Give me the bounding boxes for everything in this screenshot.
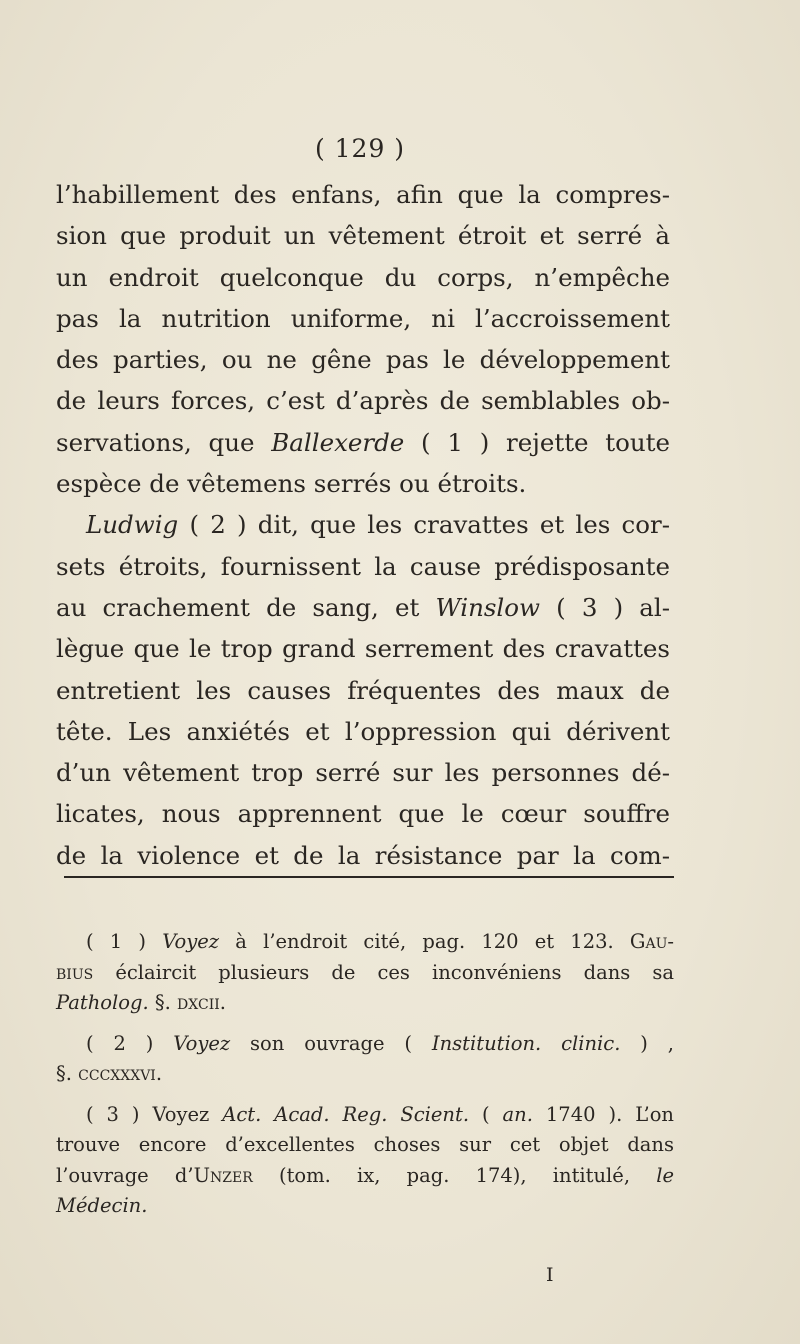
footnote-2 <box>56 1029 674 1090</box>
text-fragment: §. <box>148 991 178 1014</box>
text-fragment: à l’endroit cité, pag. 120 et 123. <box>219 930 630 953</box>
page-number: ( 129 ) <box>314 134 406 163</box>
footnotes <box>56 927 674 1232</box>
text-line <box>56 504 670 545</box>
author-name: Gau- <box>629 930 674 953</box>
footnote-3 <box>56 1100 674 1222</box>
text-fragment: le <box>656 1163 674 1187</box>
footnote-divider <box>64 876 674 878</box>
text-fragment: servations, que <box>56 427 272 457</box>
text-line: un endroit quelconque du corps, n’empêche <box>56 262 670 292</box>
text-line <box>56 988 674 1019</box>
text-fragment: ( 2 ) dit, que les cravattes et les cor- <box>178 510 670 540</box>
text-line: entretient les causes fréquentes des maux de <box>56 675 670 705</box>
text-line <box>56 1161 674 1192</box>
text-line <box>56 958 674 989</box>
text-line: des parties, ou ne gêne pas le développement <box>56 345 670 375</box>
footnote-1 <box>56 927 674 1019</box>
text-fragment: cccxxxvi. <box>78 1062 163 1085</box>
text-fragment: l’ouvrage d’ <box>56 1163 194 1187</box>
text-fragment: Voyez <box>173 1031 231 1055</box>
book-title: Patholog. <box>56 991 149 1014</box>
text-line: d’un vêtement trop serré sur les personnes dé- <box>56 758 670 788</box>
text-fragment: (tom. ix, pag. 174), intitulé, <box>252 1163 657 1187</box>
author-name: Ludwig <box>86 510 179 540</box>
text-line: de leurs forces, c’est d’après de semblables ob- <box>56 386 670 416</box>
footnote-mark: ( 3 ) Voyez <box>86 1102 223 1126</box>
footnote-mark: ( 1 ) <box>86 930 163 953</box>
author-name: Ballexerde <box>271 427 405 457</box>
book-title: Institution. clinic. <box>431 1031 621 1055</box>
signature-mark: I <box>546 1264 554 1286</box>
text-line: sion que produit un vêtement étroit et serré à <box>56 221 670 251</box>
text-line: de la violence et de la résistance par la com- <box>56 840 670 870</box>
text-line: sets étroits, fournissent la cause prédisposante <box>56 551 670 581</box>
author-name: Unzer <box>193 1163 253 1187</box>
author-name: bius <box>56 960 94 984</box>
text-line: espèce de vêtemens serrés ou étroits. <box>56 469 527 499</box>
text-line: tête. Les anxiétés et l’oppression qui dérivent <box>56 716 670 746</box>
text-line <box>56 927 674 958</box>
text-fragment: 1740 ). L’on <box>532 1102 674 1126</box>
text-line: licates, nous apprennent que le cœur souffre <box>56 799 670 829</box>
text-line: Médecin. <box>56 1194 148 1217</box>
text-fragment: éclaircit plusieurs de ces inconvéniens dans sa <box>93 960 674 984</box>
text-line <box>56 1100 674 1131</box>
book-title: Act. Acad. Reg. Scient. <box>222 1102 470 1126</box>
text-fragment: ( 1 ) rejette toute <box>404 427 671 457</box>
text-fragment: Voyez <box>162 930 220 953</box>
text-fragment: au crachement de sang, et <box>56 592 436 622</box>
author-name: Winslow <box>435 592 540 622</box>
text-fragment: dxcii. <box>177 991 226 1014</box>
text-line: pas la nutrition uniforme, ni l’accroissement <box>56 303 670 333</box>
text-line <box>56 1059 674 1090</box>
footnote-mark: ( 2 ) <box>86 1031 174 1055</box>
text-fragment: an. <box>502 1102 533 1126</box>
text-fragment: ( 3 ) al- <box>539 592 670 622</box>
text-fragment: ) , <box>620 1031 674 1055</box>
text-fragment: §. <box>56 1062 79 1085</box>
text-line: l’habillement des enfans, afin que la compres- <box>56 180 670 209</box>
text-line: lègue que le trop grand serrement des cravattes <box>56 634 670 664</box>
text-line <box>56 422 670 463</box>
text-fragment: son ouvrage ( <box>230 1031 432 1055</box>
text-line: trouve encore d’excellentes choses sur cet objet dans <box>56 1133 674 1156</box>
text-line <box>56 1029 674 1060</box>
text-fragment: ( <box>469 1102 503 1126</box>
text-line <box>56 587 670 628</box>
main-text <box>56 174 670 876</box>
